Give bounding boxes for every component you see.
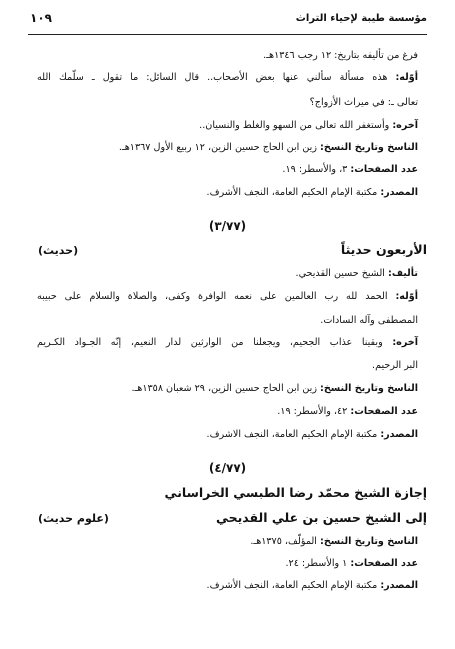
count-label: عدد الصفحات: [350,406,418,417]
last-label: آخره: [392,337,418,348]
last-text: وأستغفر الله تعالى من السهو والغلط والنسيان.. [199,120,390,131]
top-first-line-1 [37,71,418,85]
section-number-3: (٣/٧٧) [208,219,247,233]
source-text: مكتبة الإمام الحكيم العامة، النجف الاشرف. [206,429,378,440]
last-text: وبقينا عذاب الجحيم، ويجعلنا من الوارثين لدار النعيم، إنّه الجـواد الكـريم [37,337,383,348]
copyist-text: زين ابن الحاج حسين الزين، ٢٩ شعبان ١٣٥٨هـ. [131,383,317,394]
first-label: أوّله: [395,291,418,302]
first-text: هذه مسألة سألني عنها بعض الأصحاب.. قال السائل: ما تقول ـ سلّمك الله [37,72,388,83]
count-label: عدد الصفحات: [350,558,418,569]
sec3-first-line-1 [37,290,418,304]
running-header-title: مؤسسة طيبة لإحياء التراث [295,13,427,24]
source-text: مكتبة الإمام الحكيم العامة، النجف الأشرف. [206,580,378,591]
section-number-4: (٤/٧٧) [208,461,247,475]
section-tag-4: (علوم حديث) [38,512,109,525]
count-text: ١ والأسطر: ٢٤. [285,558,348,569]
top-source [37,186,418,200]
sec3-count [37,405,418,419]
sec3-last-line-2: البر الرحيم. [372,360,418,371]
source-label: المصدر: [380,187,418,198]
source-label: المصدر: [380,429,418,440]
copyist-label: الناسخ وتاريخ النسخ: [320,536,418,547]
sec3-first-line-2: المصطفى وآله السادات. [320,315,418,326]
count-label: عدد الصفحات: [350,164,418,175]
top-count [37,163,418,177]
sec3-copyist [37,382,418,396]
copyist-label: الناسخ وتاريخ النسخ: [320,383,418,394]
section-title-3: الأربعون حديثاً [340,242,427,257]
sec4-source [37,579,418,593]
author-text: الشيخ حسين القديحي. [295,268,385,279]
page-number: ١٠٩ [30,11,52,25]
header-rule [28,34,427,35]
sec3-author [37,267,418,281]
first-label: أوّله: [395,72,418,83]
copyist-label: الناسخ وتاريخ النسخ: [320,142,418,153]
last-label: آخره: [392,120,418,131]
count-text: ٤٢، والأسطر: ١٩. [277,406,348,417]
copyist-text: المؤلّف، ١٣٧٥هـ. [250,536,317,547]
sec3-source [37,428,418,442]
sec3-last-line-1 [37,336,418,350]
top-last [37,119,418,133]
source-text: مكتبة الإمام الحكيم العامة، النجف الأشرف. [206,187,378,198]
author-label: تأليف: [388,268,418,279]
section-tag-3: (حديث) [38,244,79,257]
source-label: المصدر: [380,580,418,591]
section-title-4-line-1: إجازة الشيخ محمّد رضا الطبسي الخراساني [164,485,427,500]
finished-date: فرغ من تأليفه بتاريخ: ١٢ رجب ١٣٤٦هـ. [263,50,418,61]
sec4-count [37,557,418,571]
first-text: الحمد لله رب العالمين على نعمه الوافرة وكفى، والصلاة والسلام على حبيبه [37,291,388,302]
top-copyist [37,141,418,155]
section-title-4-line-2: إلى الشيخ حسين بن علي القديحي [215,510,427,525]
copyist-text: زين ابن الحاج حسين الزين، ١٢ ربيع الأول ١٣٦٧هـ. [118,142,317,153]
top-first-line-2: تعالى ـ: في ميراث الأزواج؟ [309,97,418,108]
sec4-copyist [37,535,418,549]
count-text: ٣، والأسطر: ١٩. [282,164,348,175]
